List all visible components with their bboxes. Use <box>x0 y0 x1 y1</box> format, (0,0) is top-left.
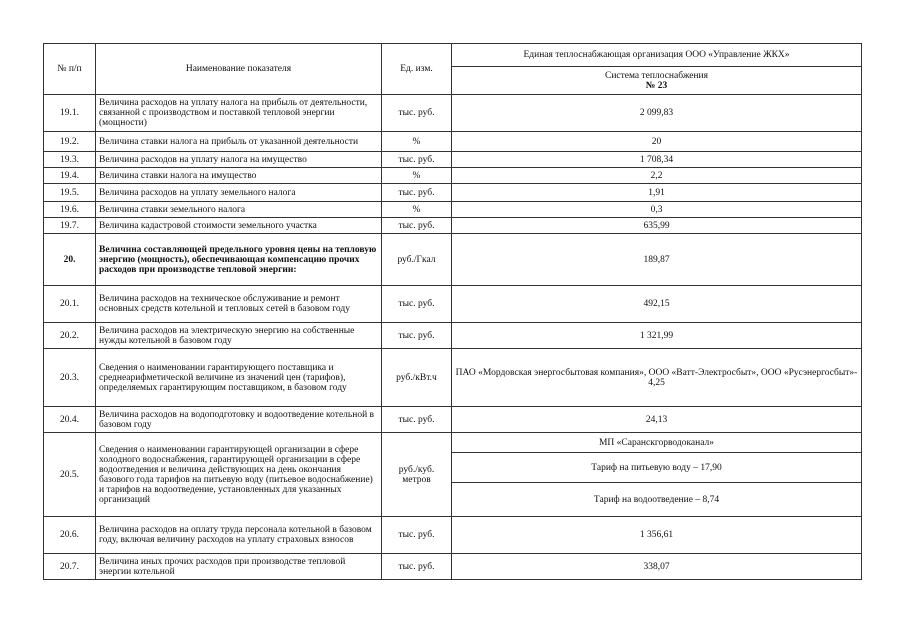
row-name: Сведения о наименовании гарантирующего поставщика и среднеарифметической величине из значений цен (тарифов), определяемых гарантирующим поставщиком, в базовом году <box>96 349 382 407</box>
row-name: Величина расходов на уплату налога на имущество <box>96 152 382 168</box>
row-value: 0,3 <box>452 202 862 218</box>
row-name: Величина расходов на техническое обслуживание и ремонт основных средств котельной и тепловых сетей в базовом году <box>96 286 382 323</box>
table-row <box>44 433 862 453</box>
row-value-water-tariff: Тариф на питьевую воду – 17,90 <box>452 453 862 483</box>
row-number: 20.3. <box>44 349 96 407</box>
row-number: 19.2. <box>44 132 96 152</box>
row-name: Величина ставки налога на прибыль от указанной деятельности <box>96 132 382 152</box>
row-unit: тыс. руб. <box>382 517 452 554</box>
row-number: 19.7. <box>44 218 96 234</box>
row-unit: тыс. руб. <box>382 95 452 132</box>
row-value: 1 356,61 <box>452 517 862 554</box>
row-value: 1,91 <box>452 184 862 202</box>
table-row <box>44 407 862 433</box>
row-value: 2,2 <box>452 168 862 184</box>
row-value: 1 708,34 <box>452 152 862 168</box>
table-row <box>44 152 862 168</box>
row-number: 20.2. <box>44 323 96 349</box>
row-unit: тыс. руб. <box>382 184 452 202</box>
system-number: № 23 <box>645 80 668 91</box>
row-value: ПАО «Мордовская энергосбытовая компания», ООО «Ватт-Электросбыт», ООО «Русэнергосбыт»- 4,25 <box>452 349 862 407</box>
row-name: Величина расходов на электрическую энергию на собственные нужды котельной в базовом году <box>96 323 382 349</box>
header-system <box>452 67 862 95</box>
row-name: Сведения о наименовании гарантирующей организации в сфере холодного водоснабжения, гарантирующей организации в сфере водоотведения и величина действующих на день окончания базового года тарифов на питьевую воду (питьевое водоснабжение) и тарифов на водоотведение, установленных для указанных организаций <box>96 433 382 517</box>
header-num: № п/п <box>44 44 96 95</box>
table-row <box>44 202 862 218</box>
table-row <box>44 323 862 349</box>
header-org: Единая теплоснабжающая организация ООО «Управление ЖКХ» <box>452 44 862 67</box>
row-unit: тыс. руб. <box>382 218 452 234</box>
row-unit: руб./Гкал <box>382 234 452 286</box>
row-name: Величина расходов на оплату труда персонала котельной в базовом году, включая величину расходов на уплату страховых взносов <box>96 517 382 554</box>
row-unit: тыс. руб. <box>382 286 452 323</box>
table-row <box>44 184 862 202</box>
tariff-table <box>43 43 862 580</box>
row-name: Величина ставки земельного налога <box>96 202 382 218</box>
row-unit: тыс. руб. <box>382 323 452 349</box>
row-value: 20 <box>452 132 862 152</box>
row-unit: тыс. руб. <box>382 407 452 433</box>
row-number: 19.5. <box>44 184 96 202</box>
header-unit: Ед. изм. <box>382 44 452 95</box>
table-row <box>44 286 862 323</box>
row-name: Величина составляющей предельного уровня цены на тепловую энергию (мощность), обеспечивающая компенсацию прочих расходов при производстве тепловой энергии: <box>96 234 382 286</box>
table-row <box>44 349 862 407</box>
row-number: 20.7. <box>44 554 96 580</box>
table-row <box>44 95 862 132</box>
row-unit: руб./кВт.ч <box>382 349 452 407</box>
row-name: Величина ставки налога на имущество <box>96 168 382 184</box>
row-number: 20.5. <box>44 433 96 517</box>
row-unit: % <box>382 168 452 184</box>
table-row <box>44 218 862 234</box>
row-number: 19.3. <box>44 152 96 168</box>
row-number: 19.6. <box>44 202 96 218</box>
row-value: 635,99 <box>452 218 862 234</box>
system-title: Система теплоснабжения <box>604 70 709 81</box>
row-number: 20.4. <box>44 407 96 433</box>
row-value: 492,15 <box>452 286 862 323</box>
row-unit: тыс. руб. <box>382 152 452 168</box>
row-value: 338,07 <box>452 554 862 580</box>
row-name: Величина расходов на уплату земельного налога <box>96 184 382 202</box>
row-name: Величина кадастровой стоимости земельного участка <box>96 218 382 234</box>
row-name: Величина иных прочих расходов при производстве тепловой энергии котельной <box>96 554 382 580</box>
row-value-sewage-tariff: Тариф на водоотведение – 8,74 <box>452 483 862 517</box>
row-unit: % <box>382 132 452 152</box>
row-value: 189,87 <box>452 234 862 286</box>
row-unit: тыс. руб. <box>382 554 452 580</box>
table-row <box>44 517 862 554</box>
row-value: 1 321,99 <box>452 323 862 349</box>
row-number: 20.6. <box>44 517 96 554</box>
table-row <box>44 168 862 184</box>
row-number: 19.4. <box>44 168 96 184</box>
row-value: 24,13 <box>452 407 862 433</box>
row-number: 20. <box>44 234 96 286</box>
row-name: Величина расходов на уплату налога на прибыль от деятельности, связанной с производством и поставкой тепловой энергии (мощности) <box>96 95 382 132</box>
header-row-1 <box>44 44 862 67</box>
row-name: Величина расходов на водоподготовку и водоотведение котельной в базовом году <box>96 407 382 433</box>
row-unit: % <box>382 202 452 218</box>
row-number: 19.1. <box>44 95 96 132</box>
table-row <box>44 132 862 152</box>
row-value-org: МП «Саранскгорводоканал» <box>452 433 862 453</box>
table-row <box>44 554 862 580</box>
row-unit: руб./куб. метров <box>382 433 452 517</box>
row-number: 20.1. <box>44 286 96 323</box>
header-name: Наименование показателя <box>96 44 382 95</box>
row-value: 2 099,83 <box>452 95 862 132</box>
table-row <box>44 234 862 286</box>
